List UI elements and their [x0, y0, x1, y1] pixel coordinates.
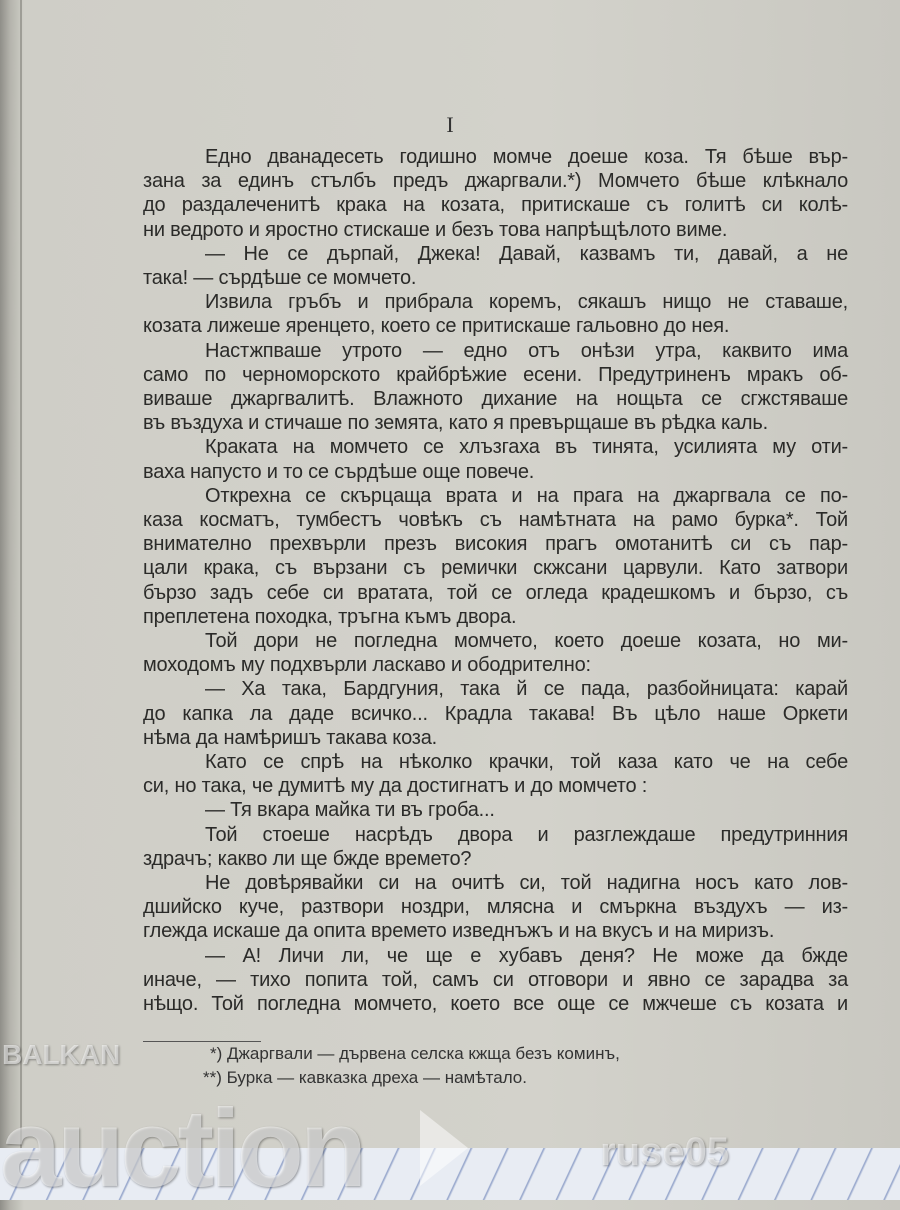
- text-line: дшийско куче, разтвори ноздри, млясна и смъркна въздухъ — из-: [143, 896, 848, 919]
- text-line: така! — сърдѣше се момчето.: [143, 267, 417, 289]
- chapter-heading: I: [446, 112, 454, 137]
- text-line: бързо задъ себе си вратата, той се огледа крадешкомъ и бързо, съ: [143, 581, 848, 604]
- text-line: Краката на момчето се хлъзгаха въ тинята, усилията му оти-: [205, 436, 848, 459]
- text-line: — А! Личи ли, че ще е хубавъ деня? Не може да бжде: [205, 944, 848, 967]
- text-line: Извила гръбъ и прибрала коремъ, сякашъ нищо не ставаше,: [205, 291, 848, 314]
- text-line: до раздалеченитѣ крака на козата, притискаше съ голитѣ си колѣ-: [143, 194, 848, 217]
- text-line: Настжпваше утрото — едно отъ онѣзи утра, каквито има: [205, 339, 848, 362]
- text-line: внимателно прехвърли презъ високия прагъ омотанитѣ си съ пар-: [143, 533, 848, 556]
- text-line: Открехна се скърцаща врата и на прага на джаргвала се по-: [205, 484, 848, 507]
- page-edge: [20, 0, 22, 1160]
- text-line: здрачъ; какво ли ще бжде времето?: [143, 847, 472, 870]
- text-line: Не довѣрявайки си на очитѣ си, той надигна носъ като лов-: [205, 872, 848, 894]
- watermark-play-icon: [420, 1110, 468, 1186]
- text-line: до капка ла даде всичко... Крадла такава! Въ цѣло наше Оркети: [143, 702, 848, 725]
- text-line: каза косматъ, тумбестъ човѣкъ съ намѣтната на рамо бурка*. Той: [143, 509, 848, 531]
- text-line: само по черноморското крайбрѣжие есени. Предутриненъ мракъ об-: [143, 363, 848, 386]
- text-line: виваше джаргвалитѣ. Влажното дихание на нощьта се сгжстяваше: [143, 388, 848, 410]
- footnote-rule: [143, 1041, 261, 1042]
- text-line: моходомъ му подхвърли ласкаво и ободрително:: [143, 654, 591, 677]
- footnote-2: **) Бурка — кавказка дреха — намѣтало.: [203, 1068, 527, 1087]
- text-line: — Тя вкара майка ти въ гроба...: [205, 799, 495, 822]
- watermark-balkan: BALKAN: [2, 1039, 121, 1070]
- text-line: глежда искаше да опита времето изведнъжъ и на вкусъ и на миризъ.: [143, 920, 775, 943]
- text-line: цали крака, съ вързани съ ремички скжсани царвули. Като затвори: [143, 557, 848, 580]
- watermark-auction: auction: [0, 1087, 364, 1210]
- text-line: — Не се дърпай, Джека! Давай, казвамъ ти, давай, а не: [205, 242, 848, 265]
- text-line: — Ха така, Бардгуния, така й се пада, разбойницата: карай: [205, 678, 848, 701]
- text-line: преплетена походка, тръгна къмъ двора.: [143, 605, 517, 628]
- footnote-1: *) Джаргвали — дървена селска кжща безъ коминъ,: [210, 1044, 620, 1063]
- text-line: въ въздуха и стичаше по земята, като я превърщаше въ рѣдка каль.: [143, 412, 768, 435]
- text-line: нѣщо. Той погледна момчето, което все още се мжчеше съ козата и: [143, 993, 848, 1015]
- watermark-ruse05: ruse05: [600, 1130, 729, 1174]
- text-line: Той дори не погледна момчето, което доеше козата, но ми-: [205, 630, 848, 652]
- text-line: зана за единъ стълбъ предъ джаргвали.*) Момчето бѣше клѣкнало: [143, 170, 848, 193]
- text-line: иначе, — тихо попита той, самъ си отговори и явно се зарадва за: [143, 968, 848, 991]
- text-line: Едно дванадесеть годишно момче доеше коза. Тя бѣше вър-: [205, 146, 848, 168]
- text-line: Като се спрѣ на нѣколко крачки, той каза като че на себе: [205, 751, 848, 773]
- text-line: козата лижеше яренцето, което се притискаше гальовно до нея.: [143, 315, 730, 338]
- text-line: ваха напусто и то се сърдѣше още повече.: [143, 460, 535, 483]
- text-line: си, но така, че думитѣ му да достигнатъ и до момчето :: [143, 775, 648, 798]
- text-line: Той стоеше насрѣдъ двора и разглеждаше предутринния: [205, 823, 848, 846]
- text-line: ни ведрото и яростно стискаше и безъ това напрѣщѣлото виме.: [143, 218, 728, 241]
- text-line: нѣма да намѣришъ такава коза.: [143, 726, 438, 749]
